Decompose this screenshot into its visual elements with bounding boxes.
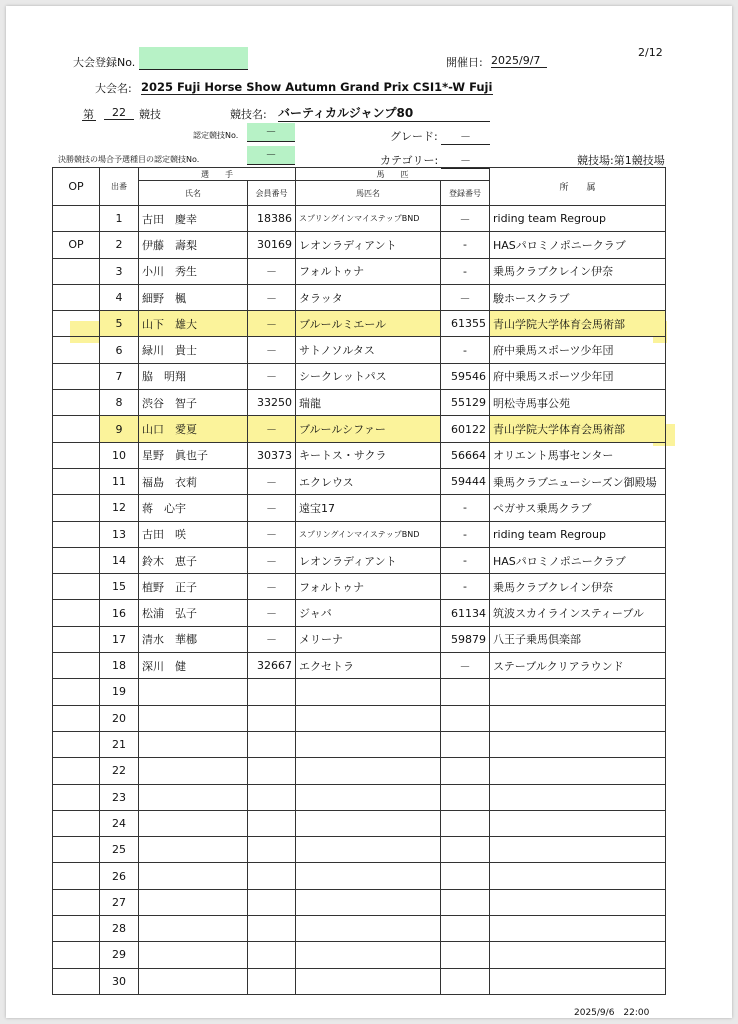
row-start-no: 7 (100, 363, 139, 389)
row-horse-name: メリーナ (296, 626, 441, 652)
registration-label: 大会登録No. (73, 56, 136, 69)
row-affiliation (490, 889, 666, 915)
row-reg-no: - (441, 521, 490, 547)
row-start-no: 27 (100, 889, 139, 915)
row-horse-name: フォルトゥナ (296, 574, 441, 600)
table-row (53, 810, 666, 836)
header-rider-group: 選 手 (139, 168, 296, 181)
row-reg-no (441, 810, 490, 836)
row-op (53, 258, 100, 284)
row-horse-name: 瑞龍 (296, 390, 441, 416)
row-rider-name: 古田 慶幸 (139, 206, 248, 232)
header-rider-name: 氏名 (139, 181, 248, 206)
row-affiliation: オリエント馬事センター (490, 442, 666, 468)
certified-label: 認定競技No. (193, 131, 239, 140)
row-reg-no: 59546 (441, 363, 490, 389)
row-member-no: － (248, 416, 296, 442)
row-op (53, 547, 100, 573)
row-horse-name (296, 758, 441, 784)
row-op (53, 837, 100, 863)
row-op (53, 468, 100, 494)
header-op: OP (53, 168, 100, 206)
table-row (53, 916, 666, 942)
row-rider-name (139, 705, 248, 731)
event-name: 2025 Fuji Horse Show Autumn Grand Prix CSI1*-W Fuji (141, 80, 493, 94)
row-member-no (248, 863, 296, 889)
competition-suffix: 競技 (139, 108, 161, 121)
row-op (53, 600, 100, 626)
row-member-no: 18386 (248, 206, 296, 232)
table-row (53, 284, 666, 310)
row-member-no: － (248, 284, 296, 310)
row-horse-name: エクセトラ (296, 653, 441, 679)
row-affiliation: 乗馬クラブニューシーズン御殿場 (490, 468, 666, 494)
row-rider-name (139, 889, 248, 915)
row-start-no: 5 (100, 311, 139, 337)
row-affiliation (490, 784, 666, 810)
row-rider-name: 深川 健 (139, 653, 248, 679)
entry-table (52, 167, 666, 995)
final-label: 決勝競技の場合予選種目の認定競技No. (58, 155, 200, 164)
row-member-no: 32667 (248, 653, 296, 679)
table-row (53, 574, 666, 600)
table-row (53, 232, 666, 258)
printed-at: 2025/9/6 22:00 (574, 1008, 650, 1018)
row-reg-no: － (441, 653, 490, 679)
row-rider-name: 星野 眞也子 (139, 442, 248, 468)
header-start-no: 出番 (100, 168, 139, 206)
row-start-no: 2 (100, 232, 139, 258)
table-row (53, 311, 666, 337)
registration-field[interactable] (139, 47, 248, 70)
row-reg-no: 59879 (441, 626, 490, 652)
row-op (53, 653, 100, 679)
row-op (53, 863, 100, 889)
row-start-no: 14 (100, 547, 139, 573)
row-affiliation (490, 916, 666, 942)
row-op (53, 284, 100, 310)
table-row (53, 337, 666, 363)
row-op (53, 363, 100, 389)
row-member-no: 30169 (248, 232, 296, 258)
row-horse-name: スプリングインマイステップBND (296, 206, 441, 232)
row-member-no (248, 679, 296, 705)
row-reg-no: - (441, 337, 490, 363)
row-rider-name (139, 968, 248, 994)
row-horse-name (296, 679, 441, 705)
row-affiliation: HASパロミノポニークラブ (490, 232, 666, 258)
header-horse-group: 馬 匹 (296, 168, 490, 181)
row-reg-no: - (441, 232, 490, 258)
row-reg-no (441, 837, 490, 863)
row-reg-no: 61355 (441, 311, 490, 337)
row-op (53, 916, 100, 942)
row-op (53, 758, 100, 784)
row-affiliation: ペガサス乗馬クラブ (490, 495, 666, 521)
row-affiliation: 乗馬クラブクレイン伊奈 (490, 574, 666, 600)
row-reg-no: - (441, 258, 490, 284)
category-label: カテゴリー: (380, 154, 439, 167)
row-op (53, 442, 100, 468)
table-row (53, 863, 666, 889)
row-start-no: 6 (100, 337, 139, 363)
row-member-no: 30373 (248, 442, 296, 468)
row-op (53, 574, 100, 600)
row-affiliation (490, 731, 666, 757)
row-rider-name: 蒋 心宇 (139, 495, 248, 521)
row-rider-name: 植野 正子 (139, 574, 248, 600)
table-row (53, 468, 666, 494)
header-affiliation: 所 属 (490, 168, 666, 206)
row-affiliation (490, 810, 666, 836)
row-horse-name (296, 942, 441, 968)
row-rider-name: 清水 華梛 (139, 626, 248, 652)
table-row (53, 521, 666, 547)
row-op (53, 337, 100, 363)
row-start-no: 22 (100, 758, 139, 784)
row-member-no: － (248, 626, 296, 652)
row-affiliation: ステーブルクリアラウンド (490, 653, 666, 679)
row-horse-name: サトノソルタス (296, 337, 441, 363)
table-row (53, 758, 666, 784)
row-member-no: － (248, 521, 296, 547)
row-rider-name (139, 942, 248, 968)
row-member-no (248, 731, 296, 757)
row-horse-name (296, 837, 441, 863)
row-horse-name: レオンラディアント (296, 547, 441, 573)
table-row (53, 416, 666, 442)
table-row (53, 679, 666, 705)
row-start-no: 30 (100, 968, 139, 994)
row-horse-name (296, 916, 441, 942)
row-member-no: － (248, 574, 296, 600)
row-reg-no: - (441, 547, 490, 573)
page-number: 2/12 (638, 46, 663, 59)
table-row (53, 705, 666, 731)
row-horse-name (296, 810, 441, 836)
row-reg-no (441, 942, 490, 968)
row-horse-name: タラッタ (296, 284, 441, 310)
row-affiliation: 筑波スカイラインスティーブル (490, 600, 666, 626)
row-affiliation (490, 679, 666, 705)
row-member-no (248, 968, 296, 994)
row-start-no: 28 (100, 916, 139, 942)
table-row (53, 442, 666, 468)
row-horse-name: シークレットパス (296, 363, 441, 389)
date-value: 2025/9/7 (491, 54, 547, 68)
row-op: OP (53, 232, 100, 258)
row-start-no: 21 (100, 731, 139, 757)
row-member-no (248, 758, 296, 784)
row-affiliation (490, 863, 666, 889)
row-op (53, 731, 100, 757)
category-value: － (441, 152, 490, 169)
row-horse-name (296, 705, 441, 731)
row-affiliation: 乗馬クラブクレイン伊奈 (490, 258, 666, 284)
table-row (53, 600, 666, 626)
row-start-no: 23 (100, 784, 139, 810)
row-rider-name (139, 810, 248, 836)
final-value: － (247, 146, 295, 165)
grade-label: グレード: (390, 130, 438, 143)
row-reg-no (441, 889, 490, 915)
row-start-no: 3 (100, 258, 139, 284)
table-row (53, 363, 666, 389)
row-reg-no (441, 758, 490, 784)
row-op (53, 390, 100, 416)
row-start-no: 26 (100, 863, 139, 889)
row-start-no: 4 (100, 284, 139, 310)
row-horse-name (296, 731, 441, 757)
row-reg-no: 59444 (441, 468, 490, 494)
row-horse-name: スプリングインマイステップBND (296, 521, 441, 547)
row-op (53, 626, 100, 652)
row-reg-no (441, 731, 490, 757)
table-row (53, 390, 666, 416)
row-affiliation (490, 758, 666, 784)
row-op (53, 889, 100, 915)
row-rider-name (139, 863, 248, 889)
row-op (53, 521, 100, 547)
row-rider-name: 渋谷 智子 (139, 390, 248, 416)
row-start-no: 29 (100, 942, 139, 968)
row-affiliation: 青山学院大学体育会馬術部 (490, 416, 666, 442)
row-start-no: 15 (100, 574, 139, 600)
row-reg-no (441, 916, 490, 942)
row-rider-name: 古田 咲 (139, 521, 248, 547)
event-name-label: 大会名: (95, 82, 132, 95)
table-row (53, 968, 666, 994)
row-start-no: 9 (100, 416, 139, 442)
table-row (53, 626, 666, 652)
row-member-no: － (248, 337, 296, 363)
row-rider-name: 伊藤 壽梨 (139, 232, 248, 258)
row-rider-name: 小川 秀生 (139, 258, 248, 284)
table-row (53, 837, 666, 863)
row-rider-name (139, 837, 248, 863)
row-member-no (248, 889, 296, 915)
row-member-no: － (248, 600, 296, 626)
row-horse-name: フォルトゥナ (296, 258, 441, 284)
arena: 競技場:第1競技場 (577, 154, 665, 167)
row-reg-no: 56664 (441, 442, 490, 468)
row-reg-no: － (441, 284, 490, 310)
row-reg-no (441, 679, 490, 705)
table-row (53, 547, 666, 573)
row-member-no: － (248, 363, 296, 389)
row-member-no (248, 784, 296, 810)
row-member-no (248, 705, 296, 731)
row-horse-name: エクレウス (296, 468, 441, 494)
row-op (53, 784, 100, 810)
row-affiliation (490, 705, 666, 731)
row-reg-no: 55129 (441, 390, 490, 416)
row-rider-name: 松浦 弘子 (139, 600, 248, 626)
row-horse-name: ジャバ (296, 600, 441, 626)
row-op (53, 705, 100, 731)
table-row (53, 731, 666, 757)
row-horse-name (296, 889, 441, 915)
row-rider-name (139, 679, 248, 705)
row-rider-name: 脇 明翔 (139, 363, 248, 389)
row-rider-name (139, 758, 248, 784)
header-reg-no: 登録番号 (441, 181, 490, 206)
row-affiliation: 青山学院大学体育会馬術部 (490, 311, 666, 337)
competition-name-label: 競技名: (230, 108, 267, 121)
row-rider-name (139, 731, 248, 757)
row-affiliation: HASパロミノポニークラブ (490, 547, 666, 573)
row-rider-name: 緑川 貴士 (139, 337, 248, 363)
row-op (53, 810, 100, 836)
row-horse-name: ブルールシファー (296, 416, 441, 442)
row-op (53, 206, 100, 232)
row-start-no: 24 (100, 810, 139, 836)
row-rider-name (139, 784, 248, 810)
row-reg-no: 60122 (441, 416, 490, 442)
row-rider-name: 細野 楓 (139, 284, 248, 310)
row-op (53, 942, 100, 968)
row-reg-no (441, 863, 490, 889)
row-rider-name (139, 916, 248, 942)
row-reg-no: - (441, 574, 490, 600)
header-horse-name: 馬匹名 (296, 181, 441, 206)
row-horse-name: 遠宝17 (296, 495, 441, 521)
row-affiliation: riding team Regroup (490, 206, 666, 232)
row-op (53, 416, 100, 442)
grade-value: － (441, 128, 490, 145)
competition-prefix: 第 (83, 108, 94, 121)
row-op (53, 311, 100, 337)
table-row (53, 206, 666, 232)
row-affiliation (490, 837, 666, 863)
row-member-no (248, 942, 296, 968)
row-reg-no: - (441, 495, 490, 521)
row-member-no (248, 810, 296, 836)
row-op (53, 495, 100, 521)
row-horse-name: キートス・サクラ (296, 442, 441, 468)
row-affiliation: 府中乗馬スポーツ少年団 (490, 363, 666, 389)
row-reg-no: 61134 (441, 600, 490, 626)
table-row (53, 784, 666, 810)
row-horse-name: レオンラディアント (296, 232, 441, 258)
competition-prefix-underline (82, 106, 96, 121)
row-start-no: 11 (100, 468, 139, 494)
row-start-no: 1 (100, 206, 139, 232)
row-affiliation (490, 942, 666, 968)
row-start-no: 19 (100, 679, 139, 705)
row-member-no: － (248, 547, 296, 573)
row-reg-no (441, 705, 490, 731)
row-start-no: 17 (100, 626, 139, 652)
row-member-no: － (248, 495, 296, 521)
row-op (53, 679, 100, 705)
row-horse-name (296, 784, 441, 810)
table-row (53, 653, 666, 679)
row-start-no: 13 (100, 521, 139, 547)
row-affiliation: 府中乗馬スポーツ少年団 (490, 337, 666, 363)
row-rider-name: 山下 雄大 (139, 311, 248, 337)
row-horse-name (296, 968, 441, 994)
competition-number: 22 (104, 106, 134, 120)
row-member-no: － (248, 468, 296, 494)
table-row (53, 495, 666, 521)
row-member-no: 33250 (248, 390, 296, 416)
row-start-no: 25 (100, 837, 139, 863)
row-op (53, 968, 100, 994)
row-member-no: － (248, 311, 296, 337)
table-row (53, 258, 666, 284)
row-horse-name (296, 863, 441, 889)
table-row (53, 942, 666, 968)
row-member-no (248, 837, 296, 863)
row-reg-no (441, 968, 490, 994)
row-start-no: 10 (100, 442, 139, 468)
row-start-no: 20 (100, 705, 139, 731)
row-member-no: － (248, 258, 296, 284)
competition-name: バーティカルジャンプ80 (278, 104, 490, 122)
row-rider-name: 山口 愛夏 (139, 416, 248, 442)
row-start-no: 8 (100, 390, 139, 416)
row-affiliation: 明松寺馬事公苑 (490, 390, 666, 416)
row-reg-no: － (441, 206, 490, 232)
header-member-no: 会員番号 (248, 181, 296, 206)
row-affiliation (490, 968, 666, 994)
row-affiliation: 八王子乗馬倶楽部 (490, 626, 666, 652)
row-rider-name: 鈴木 恵子 (139, 547, 248, 573)
row-start-no: 16 (100, 600, 139, 626)
row-reg-no (441, 784, 490, 810)
row-start-no: 12 (100, 495, 139, 521)
row-start-no: 18 (100, 653, 139, 679)
row-affiliation: riding team Regroup (490, 521, 666, 547)
date-label: 開催日: (446, 56, 483, 69)
table-row (53, 889, 666, 915)
row-rider-name: 福島 衣莉 (139, 468, 248, 494)
certified-value: － (247, 123, 295, 142)
row-member-no (248, 916, 296, 942)
row-horse-name: ブルールミエール (296, 311, 441, 337)
row-affiliation: 駿ホースクラブ (490, 284, 666, 310)
